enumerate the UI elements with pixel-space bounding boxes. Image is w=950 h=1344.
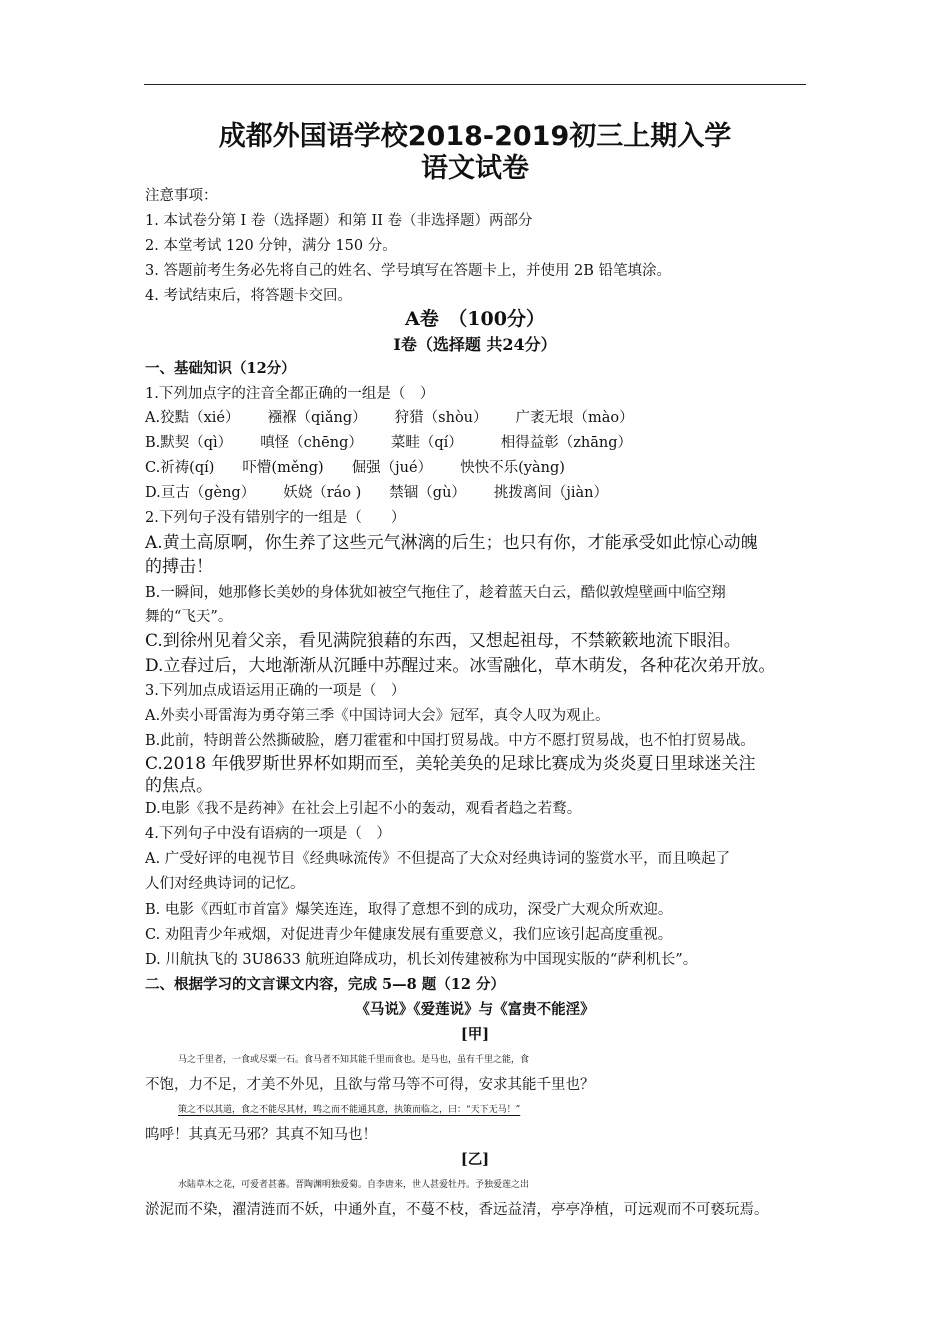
q1-b-4: 相得益彰（zhāng） [500,435,633,451]
passage-jia-label: [甲] [460,1026,490,1043]
q4-option-c: C. 劝阻青少年戒烟，对促进青少年健康发展有重要意义，我们应该引起高度重视。 [145,927,673,943]
q1-option-c [145,458,810,478]
q1-c-2: 吓懵(měng) [242,460,324,476]
q4-option-a-line1: A. 广受好评的电视节目《经典咏流传》不但提高了大众对经典诗词的鉴赏水平，而且唤起了 [145,851,731,867]
q1-b-2: 嗔怪（chēng） [260,435,363,451]
q3-stem: 3.下列加点成语运用正确的一项是（ ） [145,683,406,699]
exam-title-line2: 语文试卷 [421,153,529,184]
notice-item-3: 3. 答题前考生务必先将自己的姓名、学号填写在答题卡上，并使用 2B 铅笔填涂。 [145,263,672,279]
q2-option-b-line1: B.一瞬间，她那修长美妙的身体犹如被空气拖住了，趁着蓝天白云，酷似敦煌壁画中临空翔 [145,585,726,601]
q3-option-a: A.外卖小哥雷海为勇夺第三季《中国诗词大会》冠军，真令人叹为观止。 [145,708,610,724]
section-a-subtitle: I卷（选择题 共24分） [393,335,557,354]
yi-para1-line1: 水陆草木之花，可爱者甚蕃。晋陶渊明独爱菊。自李唐来，世人甚爱牡丹。予独爱莲之出 [178,1180,530,1190]
q4-stem: 4.下列句子中没有语病的一项是（ ） [145,826,391,842]
q4-option-d: D. 川航执飞的 3U8633 航班迫降成功，机长刘传建被称为中国现实版的“萨利机长”。 [145,952,698,968]
q1-c-4: 怏怏不乐(yàng) [460,460,565,476]
q1-option-a [145,408,810,428]
q1-d-4: 挑拨离间（jiàn） [493,485,609,501]
notice-item-4: 4. 考试结束后，将答题卡交回。 [145,288,352,304]
yi-para1-line2: 淤泥而不染，濯清涟而不妖，中通外直，不蔓不枝，香远益清，亭亭净植，可远观而不可亵玩焉。 [145,1202,769,1218]
q1-a-2: 襁褓（qiǎng） [267,410,367,426]
q3-option-c-line1: C.2018 年俄罗斯世界杯如期而至，美轮美奂的足球比赛成为炎炎夏日里球迷关注 [145,754,756,774]
q1-b-1: B.默契（qì） [145,435,233,451]
part2-heading: 二、根据学习的文言课文内容，完成 5—8 题（12 分） [145,976,505,993]
notice-item-2: 2. 本堂考试 120 分钟，满分 150 分。 [145,238,397,254]
notice-item-1: 1. 本试卷分第 I 卷（选择题）和第 II 卷（非选择题）两部分 [145,213,533,229]
exam-title-line1: 成都外国语学校2018-2019初三上期入学 [218,121,732,152]
q1-a-3: 狩猎（shòu） [394,410,488,426]
q3-option-d: D.电影《我不是药神》在社会上引起不小的轰动，观看者趋之若鹜。 [145,801,582,817]
q3-option-c-line2: 的焦点。 [145,776,213,796]
q3-option-b: B.此前，特朗普公然撕破脸，磨刀霍霍和中国打贸易战。中方不愿打贸易战，也不怕打贸易战。 [145,733,755,749]
q2-option-d: D.立春过后，大地渐渐从沉睡中苏醒过来。冰雪融化，草木萌发，各种花次弟开放。 [145,656,776,676]
q2-stem: 2.下列句子没有错别字的一组是（ ） [145,510,406,526]
q1-c-3: 倔强（jué） [351,460,433,476]
header-rule [144,84,806,85]
q1-d-3: 禁锢（gù） [389,485,466,501]
q4-option-b: B. 电影《西虹市首富》爆笑连连，取得了意想不到的成功，深受广大观众所欢迎。 [145,902,673,918]
notice-heading: 注意事项： [145,188,218,204]
passage-yi-label: [乙] [460,1151,490,1168]
q2-option-b-line2: 舞的“飞天”。 [145,609,233,625]
q1-stem: 1.下列加点字的注音全都正确的一组是（ ） [145,386,435,402]
q1-b-3: 菜畦（qí） [390,435,463,451]
q1-option-b [145,433,810,453]
q1-d-1: D.亘古（gèng） [145,485,256,501]
jia-para1-line1: 马之千里者，一食或尽粟一石。食马者不知其能千里而食也。是马也，虽有千里之能，食 [178,1055,530,1065]
q1-c-1: C.祈祷(qí) [145,460,215,476]
jia-para2-line2: 呜呼！其真无马邪？其真不知马也！ [145,1127,377,1143]
jia-para1-line2: 不饱，力不足，才美不外见，且欲与常马等不可得，安求其能千里也？ [145,1077,595,1093]
q1-a-4: 广袤无垠（mào） [515,410,634,426]
section-a-title: A卷 （100分） [405,308,545,330]
q1-option-d [145,483,810,503]
q2-option-a-line1: A.黄土高原啊，你生养了这些元气淋漓的后生；也只有你，才能承受如此惊心动魄 [145,533,758,553]
q4-option-a-line2: 人们对经典诗词的记忆。 [145,876,305,892]
q2-option-c: C.到徐州见着父亲，看见满院狼藉的东西，又想起祖母，不禁簌簌地流下眼泪。 [145,631,741,651]
part1-heading: 一、基础知识（12分） [145,360,296,377]
q1-a-1: A.狡黠（xié） [145,410,240,426]
q1-d-2: 妖娆（ráo ) [283,485,362,501]
jia-para2-line1: 策之不以其道，食之不能尽其材，鸣之而不能通其意，执策而临之，曰：“天下无马！” [178,1105,521,1115]
q2-option-a-line2: 的搏击！ [145,557,213,577]
passage-title: 《马说》《爱莲说》与《富贵不能淫》 [355,1001,595,1018]
